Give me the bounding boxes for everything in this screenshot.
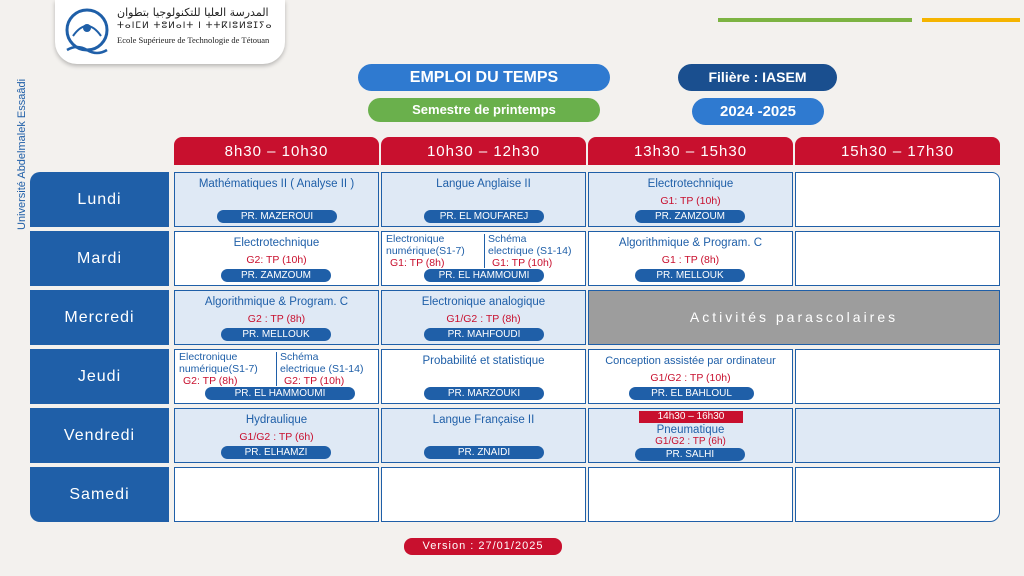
subject-right-line2: electrique (S1-14) [280,363,364,375]
professor-badge: PR. ELHAMZI [221,446,331,459]
professor-badge: PR. EL HAMMOUMI [424,269,544,282]
professor-badge: PR. MAHFOUDI [424,328,544,341]
school-emblem-icon [61,6,113,58]
professor-badge: PR. EL BAHLOUL [629,387,754,400]
cell-lundi-1 [174,172,379,227]
subject-right [488,233,571,269]
day-header-samedi: Samedi [30,467,169,522]
subject: Conception assistée par ordinateur [605,355,776,367]
group-right: G1: TP (10h) [492,257,553,269]
group-info: G1 : TP (8h) [661,254,720,266]
cell-mardi-1 [174,231,379,286]
subject: Electronique analogique [421,296,546,308]
subject: Electrotechnique [233,237,320,249]
group-left: G1: TP (8h) [390,257,445,269]
cell-jeudi-1 [174,349,379,404]
cell-samedi-4 [795,467,1000,522]
day-header-mercredi: Mercredi [30,290,169,345]
cell-jeudi-2 [381,349,586,404]
cell-vendredi-1 [174,408,379,463]
time-header-3: 13h30 – 15h30 [588,137,793,165]
cell-mardi-4 [795,231,1000,286]
group-info: G1/G2 : TP (8h) [446,313,521,325]
professor-badge: PR. SALHI [635,448,745,461]
split-divider [276,352,277,386]
day-header-mardi: Mardi [30,231,169,286]
cell-lundi-4 [795,172,1000,227]
subject: Mathématiques II ( Analyse II ) [198,178,355,190]
cell-vendredi-4 [795,408,1000,463]
subject-right-line1: Schéma [280,351,319,363]
group-info: G2 : TP (8h) [247,313,306,325]
subject-right-line1: Schéma [488,233,527,245]
subject-left [179,351,258,387]
group-info: G1/G2 : TP (6h) [655,436,726,447]
school-name-arabic: المدرسة العليا للتكنولوجيا بتطوان [117,6,269,19]
group-info: G1/G2 : TP (10h) [650,372,731,384]
cell-mercredi-1 [174,290,379,345]
cell-lundi-3 [588,172,793,227]
cell-vendredi-3 [588,408,793,463]
subject: Hydraulique [245,414,308,426]
cell-lundi-2 [381,172,586,227]
time-slot-badge: 14h30 – 16h30 [639,411,743,423]
subject: Pneumatique [656,424,725,436]
professor-badge: PR. MARZOUKI [424,387,544,400]
semester-pill: Semestre de printemps [368,98,600,122]
subject-left-line1: Electronique [179,351,238,363]
cell-mercredi-2 [381,290,586,345]
time-header-4: 15h30 – 17h30 [795,137,1000,165]
year-pill: 2024 -2025 [692,98,824,125]
cell-samedi-3 [588,467,793,522]
subject-left [386,233,465,269]
cell-mercredi-activites: Activités parascolaires [588,290,1000,345]
group-info: G1/G2 : TP (6h) [239,431,314,443]
school-name-french: Ecole Supérieure de Technologie de Tétouan [117,35,270,45]
professor-badge: PR. EL HAMMOUMI [205,387,355,400]
title-pill: EMPLOI DU TEMPS [358,64,610,91]
professor-badge: PR. EL MOUFAREJ [424,210,544,223]
subject-right [280,351,363,387]
day-header-lundi: Lundi [30,172,169,227]
time-header-2: 10h30 – 12h30 [381,137,586,165]
school-name-tifinagh: ⵜⴰⵏⵎⵍ ⵜⵓⵍⴰⵏⵜ ⵏ ⵜⵜⴽⵏⵓⵍⵓⵊⵢⴰ [117,21,273,31]
professor-badge: PR. ZAMZOUM [635,210,745,223]
group-right: G2: TP (10h) [284,375,345,387]
subject-right-line2: electrique (S1-14) [488,245,572,257]
university-vertical-label [2,40,28,230]
filiere-pill: Filière : IASEM [678,64,837,91]
professor-badge: PR. MAZEROUI [217,210,337,223]
cell-samedi-2 [381,467,586,522]
subject: Probabilité et statistique [422,355,545,367]
university-name: Université Abdelmalek Essaâdi [16,78,28,230]
professor-badge: PR. ZAMZOUM [221,269,331,282]
cell-vendredi-2 [381,408,586,463]
cell-mardi-3 [588,231,793,286]
professor-badge: PR. MELLOUK [221,328,331,341]
cell-jeudi-3 [588,349,793,404]
school-logo-card [55,0,285,64]
subject: Electrotechnique [647,178,734,190]
professor-badge: PR. MELLOUK [635,269,745,282]
subject-left-line1: Electronique [386,233,445,245]
professor-badge: PR. ZNAIDI [424,446,544,459]
cell-jeudi-4 [795,349,1000,404]
subject: Algorithmique & Program. C [204,296,349,308]
group-info: G2: TP (10h) [246,254,307,266]
cell-mardi-2 [381,231,586,286]
split-divider [484,234,485,268]
subject-left-line2: numérique(S1-7) [386,245,465,257]
subject: Algorithmique & Program. C [618,237,763,249]
day-header-jeudi: Jeudi [30,349,169,404]
group-info: G1: TP (10h) [660,195,721,207]
version-badge: Version : 27/01/2025 [404,538,562,555]
subject-left-line2: numérique(S1-7) [179,363,258,375]
subject: Langue Anglaise II [436,178,531,190]
decor-bar-green [718,18,912,22]
decor-bar-yellow [922,18,1020,22]
subject: Langue Française II [432,414,535,426]
group-left: G2: TP (8h) [183,375,238,387]
cell-samedi-1 [174,467,379,522]
day-header-vendredi: Vendredi [30,408,169,463]
time-header-1: 8h30 – 10h30 [174,137,379,165]
